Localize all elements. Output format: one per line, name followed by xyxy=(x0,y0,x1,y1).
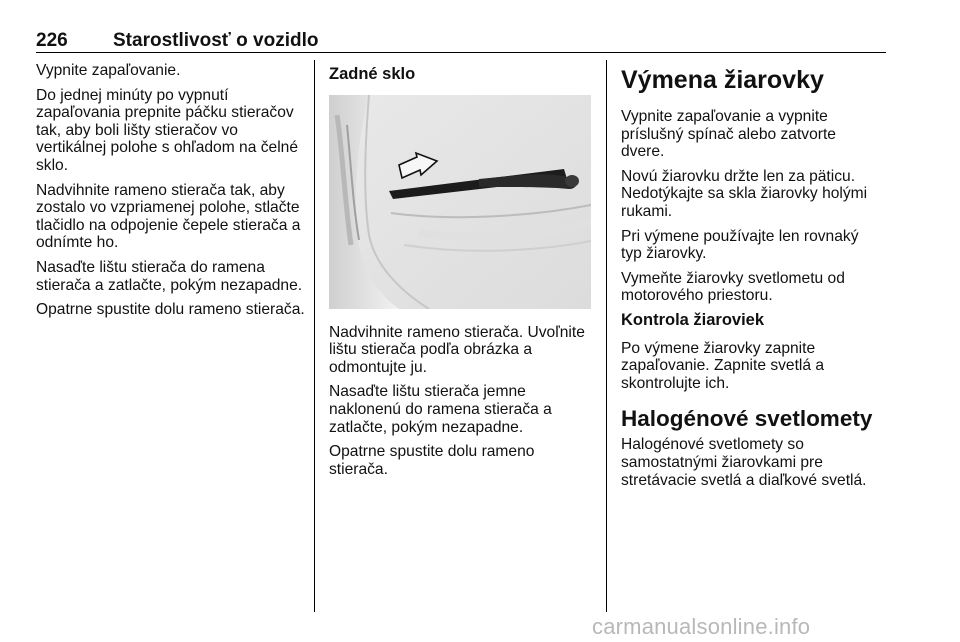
paragraph: Vypnite zapaľovanie. xyxy=(36,62,181,79)
paragraph: Pri výmene používajte len rovnaký typ žiarovky. xyxy=(621,227,859,263)
page-number: 226 xyxy=(36,30,68,51)
paragraph: Nadvihnite rameno stierača tak, aby zostalo vo vzpriamenej polohe, stlačte tlačidlo na odpojenie čepele stierača a odnímte ho. xyxy=(36,181,301,252)
section-subheading: Kontrola žiaroviek xyxy=(621,310,765,329)
paragraph: Opatrne spustite dolu rameno stierača. xyxy=(329,443,535,478)
paragraph: Vymeňte žiarovky svetlometu od motorového priestoru. xyxy=(621,269,845,305)
paragraph: Nasaďte lištu stierača do ramena stierača a zatlačte, pokým nezapadne. xyxy=(36,258,303,294)
chapter-title: Starostlivosť o vozidlo xyxy=(113,30,319,51)
paragraph: Novú žiarovku držte len za päticu. Nedotýkajte sa skla žiarovky holými rukami. xyxy=(621,167,868,220)
section-heading: Výmena žiarovky xyxy=(621,66,824,94)
header-rule xyxy=(36,52,886,53)
column-2 xyxy=(329,66,597,485)
paragraph: Halogénové svetlomety so samostatnými žiarovkami pre stretávacie svetlá a diaľkové svetlá. xyxy=(621,436,867,489)
column-divider-1 xyxy=(314,60,315,612)
paragraph: Po výmene žiarovky zapnite zapaľovanie. Zapnite svetlá a skontrolujte ich. xyxy=(621,339,825,392)
paragraph: Do jednej minúty po vypnutí zapaľovania prepnite páčku stieračov tak, aby boli lišty stieračov vo vertikálnej polohe s ohľadom na čelné sklo. xyxy=(36,86,299,174)
paragraph: Nadvihnite rameno stierača. Uvoľnite lištu stierača podľa obrázka a odmontujte ju. xyxy=(329,323,585,376)
section-heading: Halogénové svetlomety xyxy=(621,406,873,432)
wiper-pivot xyxy=(565,175,579,187)
paragraph: Vypnite zapaľovanie a vypnite príslušný spínač alebo zatvorte dvere. xyxy=(621,108,836,161)
rear-wiper-arm-icon xyxy=(329,95,591,309)
section-subheading: Zadné sklo xyxy=(329,65,416,83)
column-1 xyxy=(36,62,306,326)
column-divider-2 xyxy=(606,60,607,612)
column-3 xyxy=(621,66,883,496)
paragraph: Opatrne spustite dolu rameno stierača. xyxy=(36,301,305,319)
watermark: carmanualsonline.info xyxy=(592,614,811,639)
paragraph: Nasaďte lištu stierača jemne naklonenú do ramena stierača a zatlačte, pokým nezapadne. xyxy=(329,383,552,436)
